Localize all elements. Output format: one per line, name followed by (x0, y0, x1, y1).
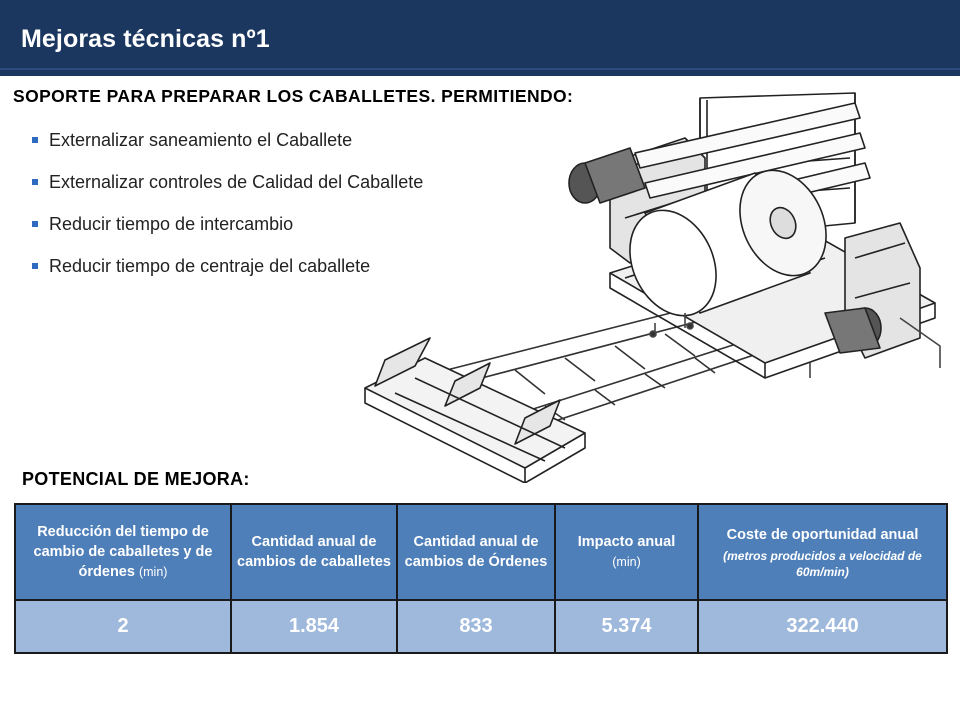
column-header-label: Cantidad anual de cambios de Órdenes (404, 534, 548, 570)
bullet-item: Reducir tiempo de centraje del caballete (30, 254, 423, 296)
column-header (555, 504, 698, 600)
column-header-unit: (min) (612, 555, 641, 569)
machine-drawing-icon (355, 88, 945, 483)
column-header-label: Coste de oportunidad anual (726, 526, 919, 543)
improvement-potential-table (14, 503, 948, 654)
header-underline (0, 68, 960, 70)
column-header (397, 504, 555, 600)
column-header (15, 504, 231, 600)
column-header-note: (metros producidos a velocidad de 60m/min) (723, 548, 922, 579)
bullet-item: Reducir tiempo de intercambio (30, 212, 423, 254)
table-cell: 2 (15, 600, 231, 653)
page-title: Mejoras técnicas nº1 (21, 25, 270, 53)
column-header (698, 504, 947, 600)
section-subtitle: SOPORTE PARA PREPARAR LOS CABALLETES. PERMITIENDO: (13, 86, 574, 106)
column-header-label: Reducción del tiempo de cambio de caballetes y de órdenes (33, 524, 213, 580)
column-header-label: Impacto anual (577, 534, 676, 550)
title-bar (0, 0, 960, 76)
table-row (15, 600, 947, 653)
column-header-unit: (min) (138, 565, 168, 579)
column-header-label: Cantidad anual de cambios de caballetes (237, 534, 391, 570)
bullet-item: Externalizar controles de Calidad del Caballete (30, 170, 423, 212)
bullet-item: Externalizar saneamiento el Caballete (30, 128, 423, 170)
column-header (231, 504, 397, 600)
improvement-potential-heading: POTENCIAL DE MEJORA: (22, 469, 250, 489)
table-cell: 833 (397, 600, 555, 653)
table-cell: 5.374 (555, 600, 698, 653)
table-cell: 1.854 (231, 600, 397, 653)
table-header-row (15, 504, 947, 600)
table-cell: 322.440 (698, 600, 947, 653)
